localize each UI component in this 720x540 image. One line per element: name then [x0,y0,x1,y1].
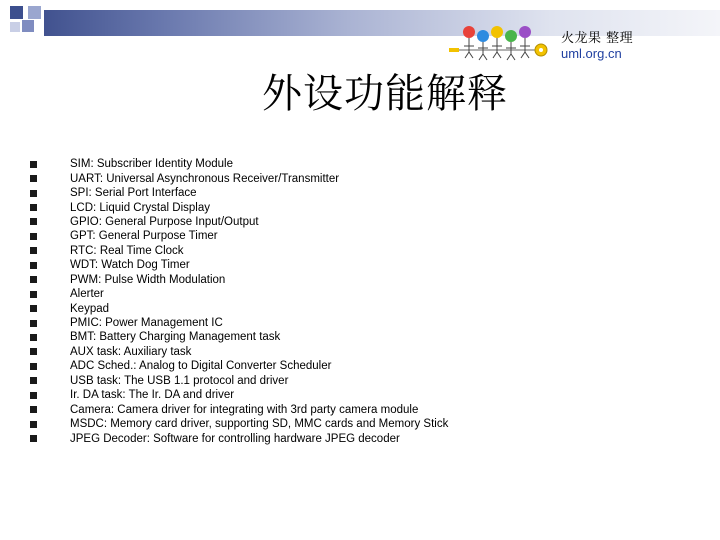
list-item-text: Camera: Camera driver for integrating with 3rd party camera module [70,403,419,416]
list-item-text: USB task: The USB 1.1 protocol and driver [70,374,289,387]
bullet-square-icon [30,392,37,399]
list-item [30,431,448,445]
bullet-square-icon [30,406,37,413]
list-item-text: Keypad [70,302,110,315]
bullet-square-icon [30,363,37,370]
bullet-square-icon [30,161,37,168]
bullet-square-icon [30,291,37,298]
list-item-text: LCD: Liquid Crystal Display [70,201,210,214]
list-item [30,374,448,388]
bullet-square-icon [30,305,37,312]
list-item [30,301,448,315]
list-item [30,287,448,301]
site-link[interactable]: uml.org.cn [561,46,622,61]
list-item-text: SIM: Subscriber Identity Module [70,158,233,171]
bullet-square-icon [30,320,37,327]
list-item-text: UART: Universal Asynchronous Receiver/Transmitter [70,172,340,185]
bullet-square-icon [30,175,37,182]
list-item-text: PWM: Pulse Width Modulation [70,273,226,286]
list-item [30,229,448,243]
list-item [30,157,448,171]
brand-name: 火龙果 整理 [561,31,634,46]
bullet-square-icon [30,435,37,442]
list-item [30,186,448,200]
bullet-square-icon [30,233,37,240]
list-item-text: PMIC: Power Management IC [70,317,223,330]
list-item [30,359,448,373]
list-item-text: GPT: General Purpose Timer [70,230,218,243]
list-item-text: Ir. DA task: The Ir. DA and driver [70,389,235,402]
corner-square-dark [10,6,23,19]
list-item [30,345,448,359]
bullet-square-icon [30,218,37,225]
corner-square-mid [22,20,34,32]
list-item [30,402,448,416]
bullet-square-icon [30,334,37,341]
list-item-text: BMT: Battery Charging Management task [70,331,281,344]
corner-square-pale [10,22,20,32]
slide-title: 外设功能解释 [262,71,508,117]
bullet-square-icon [30,377,37,384]
list-item [30,316,448,330]
bullet-square-icon [30,247,37,254]
peripheral-list [30,157,448,446]
bullet-square-icon [30,262,37,269]
bullet-square-icon [30,348,37,355]
bullet-square-icon [30,421,37,428]
list-item-text: WDT: Watch Dog Timer [70,259,190,272]
list-item-text: SPI: Serial Port Interface [70,187,197,200]
bullet-square-icon [30,204,37,211]
list-item-text: MSDC: Memory card driver, supporting SD, MMC cards and Memory Stick [70,418,449,431]
list-item [30,330,448,344]
list-item-text: GPIO: General Purpose Input/Output [70,215,259,228]
list-item [30,417,448,431]
bullet-square-icon [30,190,37,197]
list-item [30,258,448,272]
list-item [30,273,448,287]
list-item [30,200,448,214]
bullet-square-icon [30,276,37,283]
list-item [30,215,448,229]
list-item [30,171,448,185]
list-item-text: ADC Sched.: Analog to Digital Converter Scheduler [70,360,332,373]
list-item-text: JPEG Decoder: Software for controlling hardware JPEG decoder [70,432,400,445]
list-item [30,244,448,258]
list-item-text: RTC: Real Time Clock [70,244,184,257]
list-item [30,388,448,402]
corner-square-light [28,6,41,19]
list-item-text: Alerter [70,288,104,301]
list-item-text: AUX task: Auxiliary task [70,345,192,358]
